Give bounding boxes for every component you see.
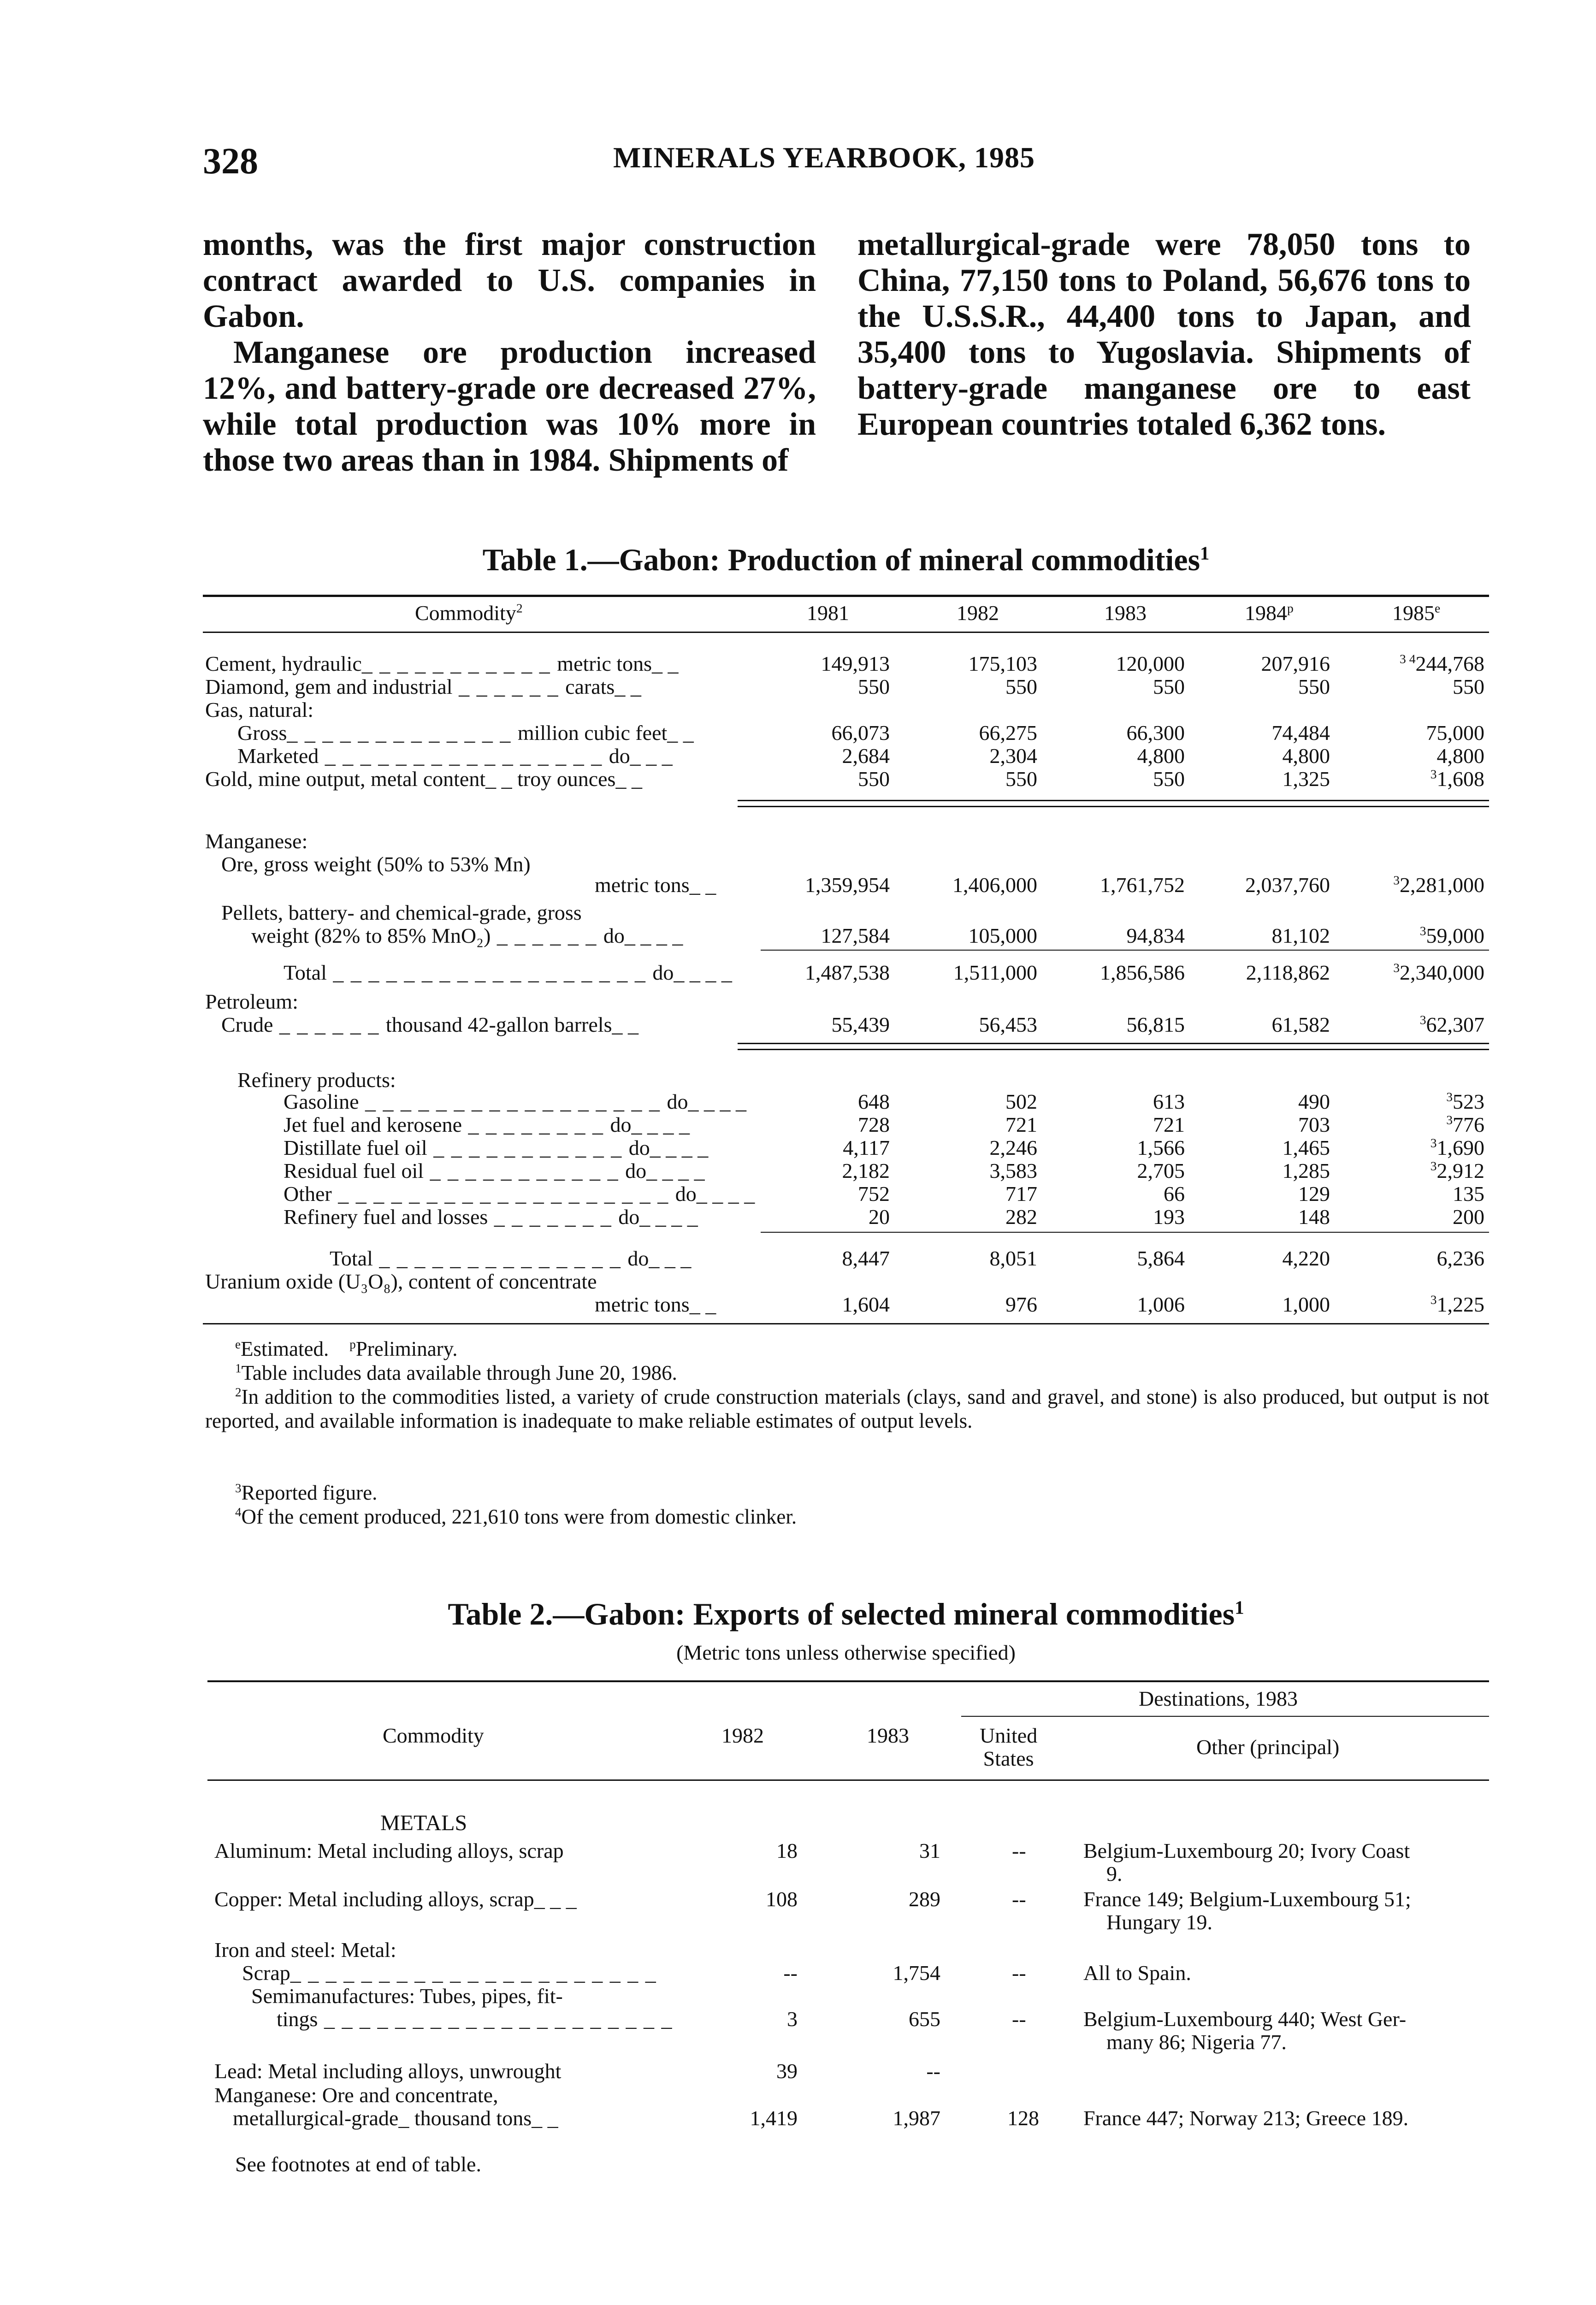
footnote-3: $^3$Reported figure. bbox=[235, 1481, 378, 1504]
table-row-label: Crude _ _ _ _ _ _ thousand 42-gallon barrels_ _ bbox=[221, 1013, 638, 1036]
table-cell-value: 2,118,862 bbox=[1246, 961, 1330, 984]
table-cell-value: 728 bbox=[858, 1113, 890, 1136]
table-cell-value: 3,583 bbox=[989, 1159, 1037, 1182]
table-row-label: metallurgical-grade_ thousand tons_ _ bbox=[233, 2106, 558, 2130]
table-cell-value: 4,800 bbox=[1282, 744, 1330, 768]
cell-1983: 31 bbox=[919, 1839, 940, 1862]
table-cell-value: 1,511,000 bbox=[953, 961, 1037, 984]
table-row-label: Lead: Metal including alloys, unwrought bbox=[214, 2059, 562, 2083]
table-cell-value: 193 bbox=[1153, 1205, 1185, 1229]
table-cell-value: $^3$2,912 bbox=[1430, 1158, 1484, 1182]
table-cell-value: 4,117 bbox=[843, 1136, 890, 1159]
body-paragraph: metallurgical-grade were 78,050 tons to China, 77,150 tons to Poland, 56,676 tons to the U.S.S.R., 44,400 tons to Japan, and 35,400 tons to Yugoslavia. Shipments of battery-grade manganese ore to east European countries totaled 6,362 tons. bbox=[857, 227, 1471, 442]
table-cell-value: 6,236 bbox=[1436, 1247, 1484, 1270]
cell-other: Belgium-Luxembourg 20; Ivory Coast bbox=[1083, 1839, 1410, 1862]
cell-us: -- bbox=[1012, 1961, 1026, 1985]
cell-1983: 1,987 bbox=[893, 2106, 940, 2130]
table-cell-value: 149,913 bbox=[821, 652, 890, 675]
cell-other: France 149; Belgium-Luxembourg 51; bbox=[1083, 1887, 1411, 1911]
col-header-1982: 1982 bbox=[957, 601, 999, 625]
col-header-1982: 1982 bbox=[721, 1724, 764, 1747]
table-row-label: Manganese: Ore and concentrate, bbox=[214, 2083, 498, 2107]
table-cell-value: 2,705 bbox=[1137, 1159, 1185, 1182]
table-cell-value: 56,453 bbox=[979, 1013, 1037, 1036]
table-row-label: Manganese: bbox=[205, 829, 308, 853]
body-paragraph: Manganese ore production increased 12%, and battery-grade ore decreased 27%, while total production was 10% more in those two areas than in 1984. Shipments of bbox=[203, 335, 816, 478]
table-row-label: Gross_ _ _ _ _ _ _ _ _ _ _ _ _ million cubic feet_ _ bbox=[237, 721, 694, 745]
table-cell-value: $^3$59,000 bbox=[1419, 923, 1484, 947]
table-cell-value: 550 bbox=[858, 675, 890, 698]
table-cell-value: 613 bbox=[1153, 1090, 1185, 1113]
table-row-label: Diamond, gem and industrial _ _ _ _ _ _ carats_ _ bbox=[205, 675, 641, 698]
table-cell-value: 502 bbox=[1005, 1090, 1037, 1113]
cell-1982: 18 bbox=[776, 1839, 798, 1862]
table-row-label: Scrap_ _ _ _ _ _ _ _ _ _ _ _ _ _ _ _ _ _ _ _ _ bbox=[242, 1961, 657, 1985]
cell-1982: 1,419 bbox=[750, 2106, 798, 2130]
table-cell-value: 490 bbox=[1298, 1090, 1330, 1113]
table-cell-value: 1,604 bbox=[842, 1293, 890, 1316]
table-row-label: Distillate fuel oil _ _ _ _ _ _ _ _ _ _ _ do_ _ _ _ bbox=[284, 1136, 709, 1159]
table-cell-value: 1,566 bbox=[1137, 1136, 1185, 1159]
cell-other: All to Spain. bbox=[1083, 1961, 1191, 1985]
table-row-label: Ore, gross weight (50% to 53% Mn) bbox=[221, 852, 531, 876]
table-cell-value: $^3$2,340,000 bbox=[1393, 960, 1484, 984]
table-cell-value: 648 bbox=[858, 1090, 890, 1113]
table-cell-value: 1,465 bbox=[1282, 1136, 1330, 1159]
page-number: 328 bbox=[203, 141, 258, 182]
table-row-label: Petroleum: bbox=[205, 990, 298, 1013]
table-cell-value: 1,359,954 bbox=[805, 873, 890, 897]
table-cell-value: 1,000 bbox=[1282, 1293, 1330, 1316]
see-footnotes-note: See footnotes at end of table. bbox=[235, 2152, 481, 2176]
table-row-label: Semimanufactures: Tubes, pipes, fit- bbox=[251, 1984, 563, 2008]
table-cell-value: 752 bbox=[858, 1182, 890, 1206]
table-cell-value: 20 bbox=[869, 1205, 890, 1229]
table-cell-value: $^3$2,281,000 bbox=[1393, 873, 1484, 897]
table-cell-value: 721 bbox=[1153, 1113, 1185, 1136]
cell-1983: 289 bbox=[909, 1887, 940, 1911]
table-row-label: Jet fuel and kerosene _ _ _ _ _ _ _ _ do_ _ _ _ bbox=[284, 1113, 690, 1136]
table-cell-value: 66,073 bbox=[831, 721, 890, 745]
cell-1982: 39 bbox=[776, 2059, 798, 2083]
table-cell-value: 2,037,760 bbox=[1245, 873, 1330, 897]
table-cell-value: 976 bbox=[1005, 1293, 1037, 1316]
table-cell-value: $^3$1,225 bbox=[1430, 1292, 1484, 1316]
table-row-label: Aluminum: Metal including alloys, scrap bbox=[214, 1839, 564, 1862]
col-header-1983: 1983 bbox=[1104, 601, 1147, 625]
body-column-left bbox=[203, 227, 816, 479]
table-cell-value: $^3$776 bbox=[1446, 1112, 1484, 1136]
table-cell-value: 550 bbox=[858, 767, 890, 791]
footnote-2: $^2$In addition to the commodities listed, a variety of crude construction materials (clays, sand and gravel, and stone) is also produced, but output is not reported, and available information is inadequate to make reliable estimates of output levels. bbox=[205, 1385, 1489, 1432]
table-cell-value: 81,102 bbox=[1271, 924, 1330, 947]
cell-1982: 108 bbox=[766, 1887, 798, 1911]
cell-other: Belgium-Luxembourg 440; West Ger- bbox=[1083, 2007, 1407, 2031]
table-row-label: Total _ _ _ _ _ _ _ _ _ _ _ _ _ _ _ _ _ _ do_ _ _ _ bbox=[284, 961, 732, 984]
table-cell-value: 1,487,538 bbox=[805, 961, 890, 984]
table-cell-value: 717 bbox=[1005, 1182, 1037, 1206]
cell-us: -- bbox=[1012, 1887, 1026, 1911]
cell-us: 128 bbox=[1007, 2106, 1039, 2130]
col-header-commodity: Commodity$^2$ bbox=[415, 601, 523, 625]
table-cell-value: 94,834 bbox=[1126, 924, 1185, 947]
table-cell-value: 175,103 bbox=[968, 652, 1037, 675]
col-header-1981: 1981 bbox=[807, 601, 849, 625]
table2-title: Table 2.—Gabon: Exports of selected mineral commodities$^1$ bbox=[448, 1596, 1244, 1631]
cell-other-cont: 9. bbox=[1106, 1862, 1123, 1885]
table-cell-value: 129 bbox=[1298, 1182, 1330, 1206]
table-row-label: Marketed _ _ _ _ _ _ _ _ _ _ _ _ _ _ _ _ do_ _ _ bbox=[237, 744, 673, 768]
section-heading-metals: METALS bbox=[380, 1811, 467, 1835]
table-cell-value: 55,439 bbox=[831, 1013, 890, 1036]
footnote-4: $^4$Of the cement produced, 221,610 tons were from domestic clinker. bbox=[235, 1505, 797, 1528]
table-cell-value: 1,406,000 bbox=[952, 873, 1037, 897]
table-row-label: Gasoline _ _ _ _ _ _ _ _ _ _ _ _ _ _ _ _ _ do_ _ _ _ bbox=[284, 1090, 747, 1113]
cell-other: France 447; Norway 213; Greece 189. bbox=[1083, 2106, 1409, 2130]
table-cell-value: 207,916 bbox=[1261, 652, 1330, 675]
col-header-united-states: United States bbox=[980, 1724, 1038, 1770]
table-cell-value: 120,000 bbox=[1116, 652, 1185, 675]
col-header-1983: 1983 bbox=[867, 1724, 909, 1747]
table-cell-value: 127,584 bbox=[821, 924, 890, 947]
col-header-destinations: Destinations, 1983 bbox=[1139, 1687, 1298, 1710]
table-cell-value: 1,325 bbox=[1282, 767, 1330, 791]
table-row-label: Gold, mine output, metal content_ _ troy ounces_ _ bbox=[205, 767, 642, 791]
table-cell-value: 2,304 bbox=[989, 744, 1037, 768]
table-cell-value: 1,006 bbox=[1137, 1293, 1185, 1316]
table-cell-value: 74,484 bbox=[1271, 721, 1330, 745]
table-row-label: Residual fuel oil _ _ _ _ _ _ _ _ _ _ _ do_ _ _ _ bbox=[284, 1159, 705, 1182]
table-row-label: Total _ _ _ _ _ _ _ _ _ _ _ _ _ _ do_ _ _ bbox=[330, 1247, 692, 1270]
table1-title: Table 1.—Gabon: Production of mineral commodities$^1$ bbox=[482, 542, 1210, 577]
table-cell-value: 721 bbox=[1005, 1113, 1037, 1136]
cell-1982: 3 bbox=[787, 2007, 798, 2031]
table-cell-value: 5,864 bbox=[1137, 1247, 1185, 1270]
table-cell-value: 1,856,586 bbox=[1100, 961, 1185, 984]
table-cell-value: 4,800 bbox=[1137, 744, 1185, 768]
cell-1982: -- bbox=[783, 1961, 798, 1985]
table-cell-value: 4,800 bbox=[1436, 744, 1484, 768]
body-paragraph: months, was the first major construction contract awarded to U.S. companies in Gabon. bbox=[203, 227, 816, 334]
table-cell-value: 75,000 bbox=[1426, 721, 1484, 745]
table-cell-value: 2,182 bbox=[842, 1159, 890, 1182]
cell-1983: 1,754 bbox=[893, 1961, 940, 1985]
table-cell-value: 1,285 bbox=[1282, 1159, 1330, 1182]
cell-1983: 655 bbox=[909, 2007, 940, 2031]
table-cell-value: 105,000 bbox=[968, 924, 1037, 947]
table-cell-value: 148 bbox=[1298, 1205, 1330, 1229]
table2-subtitle: (Metric tons unless otherwise specified) bbox=[676, 1641, 1016, 1664]
table-cell-value: $^3$1,690 bbox=[1430, 1135, 1484, 1159]
table-cell-value: 8,051 bbox=[989, 1247, 1037, 1270]
table-cell-value: 550 bbox=[1153, 767, 1185, 791]
table-cell-value: 550 bbox=[1453, 675, 1484, 698]
table-cell-value: 550 bbox=[1005, 675, 1037, 698]
cell-us: -- bbox=[1012, 1839, 1026, 1862]
table-cell-value: $^3$62,307 bbox=[1419, 1012, 1484, 1036]
table-cell-value: 2,246 bbox=[989, 1136, 1037, 1159]
cell-1983: -- bbox=[926, 2059, 940, 2083]
table-cell-value: $^{3 4}$244,768 bbox=[1400, 651, 1484, 675]
table-row-label: Refinery products: bbox=[237, 1068, 396, 1092]
table-cell-value: 66,275 bbox=[979, 721, 1037, 745]
table-row-label: Refinery fuel and losses _ _ _ _ _ _ _ do_ _ _ _ bbox=[284, 1205, 698, 1229]
table-cell-value: 550 bbox=[1005, 767, 1037, 791]
table-row-label: Gas, natural: bbox=[205, 698, 314, 721]
footnote-1: $^1$Table includes data available through June 20, 1986. bbox=[235, 1361, 677, 1384]
table-cell-value: 703 bbox=[1298, 1113, 1330, 1136]
body-column-right bbox=[857, 227, 1471, 443]
table-row-label: Uranium oxide (U₃O₈), content of concentrate bbox=[205, 1270, 597, 1293]
footnote-estimated: $^e$Estimated. $^p$Preliminary. bbox=[235, 1337, 458, 1360]
table-cell-value: 1,761,752 bbox=[1100, 873, 1185, 897]
table-cell-value: $^3$1,608 bbox=[1430, 767, 1484, 791]
running-head: MINERALS YEARBOOK, 1985 bbox=[613, 141, 1035, 174]
table-cell-value: 550 bbox=[1153, 675, 1185, 698]
table-cell-value: 56,815 bbox=[1126, 1013, 1185, 1036]
table-cell-value: 282 bbox=[1005, 1205, 1037, 1229]
table-row-unit: metric tons_ _ bbox=[595, 873, 716, 897]
table-row-label: Iron and steel: Metal: bbox=[214, 1938, 396, 1962]
table-row-label: Cement, hydraulic_ _ _ _ _ _ _ _ _ _ _ metric tons_ _ bbox=[205, 652, 679, 675]
table-row-label: Other _ _ _ _ _ _ _ _ _ _ _ _ _ _ _ _ _ _ _ do_ _ _ _ bbox=[284, 1182, 755, 1206]
table-row-unit: metric tons_ _ bbox=[595, 1293, 716, 1316]
col-header-1985: 1985e bbox=[1392, 601, 1441, 625]
table-cell-value: 66,300 bbox=[1126, 721, 1185, 745]
cell-other-cont: many 86; Nigeria 77. bbox=[1106, 2030, 1287, 2054]
table-row-label: weight (82% to 85% MnO₂) _ _ _ _ _ _ do_ _ _ _ bbox=[251, 924, 683, 947]
table-row-label: tings _ _ _ _ _ _ _ _ _ _ _ _ _ _ _ _ _ _ _ _ bbox=[277, 2007, 673, 2031]
table-cell-value: 4,220 bbox=[1282, 1247, 1330, 1270]
cell-us: -- bbox=[1012, 2007, 1026, 2031]
table-cell-value: 135 bbox=[1453, 1182, 1484, 1206]
cell-other-cont: Hungary 19. bbox=[1106, 1910, 1212, 1934]
col-header-commodity: Commodity bbox=[383, 1724, 484, 1747]
table-row-label: Pellets, battery- and chemical-grade, gross bbox=[221, 901, 582, 924]
table-cell-value: 2,684 bbox=[842, 744, 890, 768]
col-header-other: Other (principal) bbox=[1196, 1735, 1340, 1759]
table-cell-value: 550 bbox=[1298, 675, 1330, 698]
table-cell-value: 61,582 bbox=[1271, 1013, 1330, 1036]
table-cell-value: 200 bbox=[1453, 1205, 1484, 1229]
col-header-1984: 1984$^p$ bbox=[1245, 601, 1294, 625]
table-row-label: Copper: Metal including alloys, scrap_ _ _ bbox=[214, 1887, 577, 1911]
table-cell-value: $^3$523 bbox=[1446, 1089, 1484, 1113]
table-cell-value: 8,447 bbox=[842, 1247, 890, 1270]
table-cell-value: 66 bbox=[1164, 1182, 1185, 1206]
